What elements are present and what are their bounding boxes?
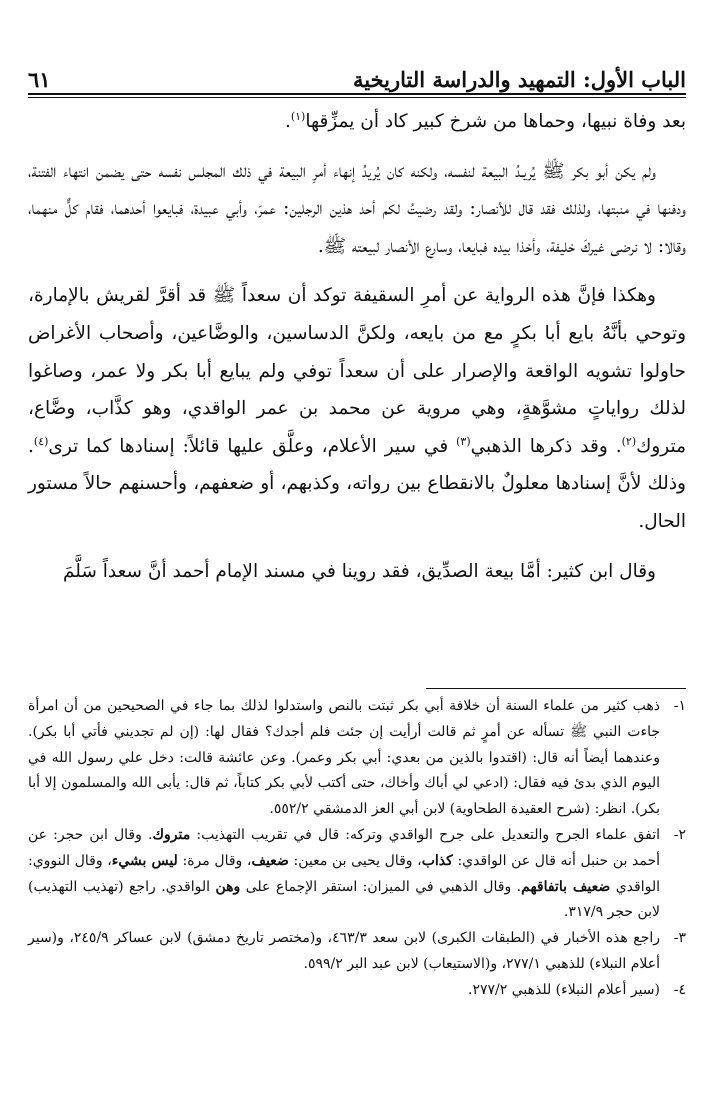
paragraph-1: بعد وفاة نبيها، وحماها من شرخ كبير كاد أن يمزِّقها$^{(١)}$. — [284, 109, 686, 132]
footnote-ref-3: (٣) — [456, 434, 471, 448]
footnote-ref-1: (١) — [290, 109, 306, 123]
footnote-text: ذهب كثير من علماء السنة أن خلافة أبي بكر ثبتت بالنص واستدلوا لذلك بما جاء في الصحيحين من أن امرأة جاءت النبي ﷺ تسأله عن أمرٍ ثم قالت أرأيت إن جئت فلم أجدك؟ فقال لها: (إن لم تجديني فأتي أبا بكر). وعندهما أيضاً أنه قال: (اقتدوا بالذين من بعدي: أبي بكر وعمر). وعن عائشة قالت: دخل علي رسول الله في اليوم الذي بدئ فيه فقال: (ادعي لي أباك وأخاك، حتى أكتب لأبي بكر كتاباً، ثم قال: يأبى الله والمسلمون إلا أبا بكر). انظر: (شرح العقيدة الطحاوية) لابن أبي العز الدمشقي ٥٥٢/٢. — [28, 698, 660, 818]
footnote-number: ٢- — [673, 826, 686, 843]
page-number: ٦١ — [28, 67, 51, 92]
footnote-number: ١- — [673, 698, 686, 714]
footnote-text: (سير أعلام النبلاء) للذهبي ٢٧٧/٢. — [468, 981, 660, 998]
footnote-number: ٣- — [673, 930, 686, 947]
footnote-separator — [426, 688, 686, 689]
footnote-number: ٤- — [673, 981, 686, 998]
footnote-ref-2: (٢) — [621, 434, 637, 448]
paragraph-2: ولم يكن أبو بكر ﷺ يُريـدُ البيعة لنفسه، ولكنه كان يُريدُ إنهاء أمرِ البيعة في ذلك المجلس نفسه حتى يضمن انتهاء الفتنة، ودفنها في منبتها، ولذلك فقد قال للأنصار: ولقد رضيتُ لكم أحد هذين الرجلين: عمرَ، وأبي عبيدة، فبايعوا أحدهما، فقام كلٌّ منهما، وقالا: لا نرضى غيركَ خليفة، وأخذا بيده فبايعا، وسارع الأنصار لبيعته ﷺ. — [28, 160, 686, 257]
footnote-2 — [28, 823, 686, 926]
paragraph-4: وقال ابن كثير: أمَّا بيعة الصدِّيق، فقد روينا في مسند الإمام أحمد أنَّ سعداً سَلَّمَ — [62, 560, 656, 582]
paragraph-3: وهكذا فإنَّ هذه الرواية عن أمرِ السقيفة توكد أن سعداً ﷺ قد أقرَّ لقريش بالإمارة، وتوحي بأنَّهُ بايع أبا بكرٍ مع من بايعه، ولكنَّ الدساسين، والوضَّاعين، وأصحاب الأغراض حاولوا تشويه الواقعة والإصرار على أن سعداً توفي ولم يبايع أبا بكر ولا عمر، وصاغوا لذلك رواياتٍ مشوَّهةٍ، وهي مروية عن محمد بن عمر الواقدي، وهو كذَّاب، وضَّاع، متروك$^{(٢)}$. وقد ذكرها الذهبي$^{(٣)}$ في سير الأعلام، وعلَّق عليها قائلاً: إسنادها كما ترى$^{(٤)}$. وذلك لأنَّ إسنادها معلولٌ بالانقطاع بين رواته، وكذبهم، أو ضعفهم، وأحسنهم حالاً مستور الحال. — [28, 285, 686, 532]
footnote-ref-4: (٤) — [33, 434, 49, 448]
header-rule — [28, 93, 686, 95]
main-text — [28, 103, 686, 590]
footnotes — [28, 694, 686, 1004]
footnote-3 — [28, 926, 686, 978]
header-rule-thin — [28, 97, 686, 98]
footnote-text: اتفق علماء الجرح والتعديل على جرح الواقدي وتركه: قال في تقريب التهذيب: متروك. وقال ابن حجر: عن أحمد بن حنبل أنه قال عن الواقدي: كذاب، وقال يحيى بن معين: ضعيف، وقال مرة: ليس بشيء، وقال النووي: الواقدي ضعيف باتفاقهم. وقال الذهبي في الميزان: استقر الإجماع على وهن الواقدي. راجع (تهذيب التهذيب) لابن حجر ٣١٧/٩. — [28, 826, 661, 921]
running-header — [28, 52, 686, 92]
footnote-text: راجع هذه الأخبار في (الطبقات الكبرى) لابن سعد ٤٦٣/٣، و(مختصر تاريخ دمشق) لابن عساكر ٢٤٥/٩، و(سير أعلام النبلاء) للذهبي ٢٧٧/١، و(الاستيعاب) لابن عبد البر ٥٩٩/٢. — [28, 930, 661, 972]
footnote-4 — [28, 978, 686, 1004]
footnote-1 — [28, 694, 686, 823]
chapter-title: الباب الأول: التمهيد والدراسة التاريخية — [352, 67, 686, 92]
